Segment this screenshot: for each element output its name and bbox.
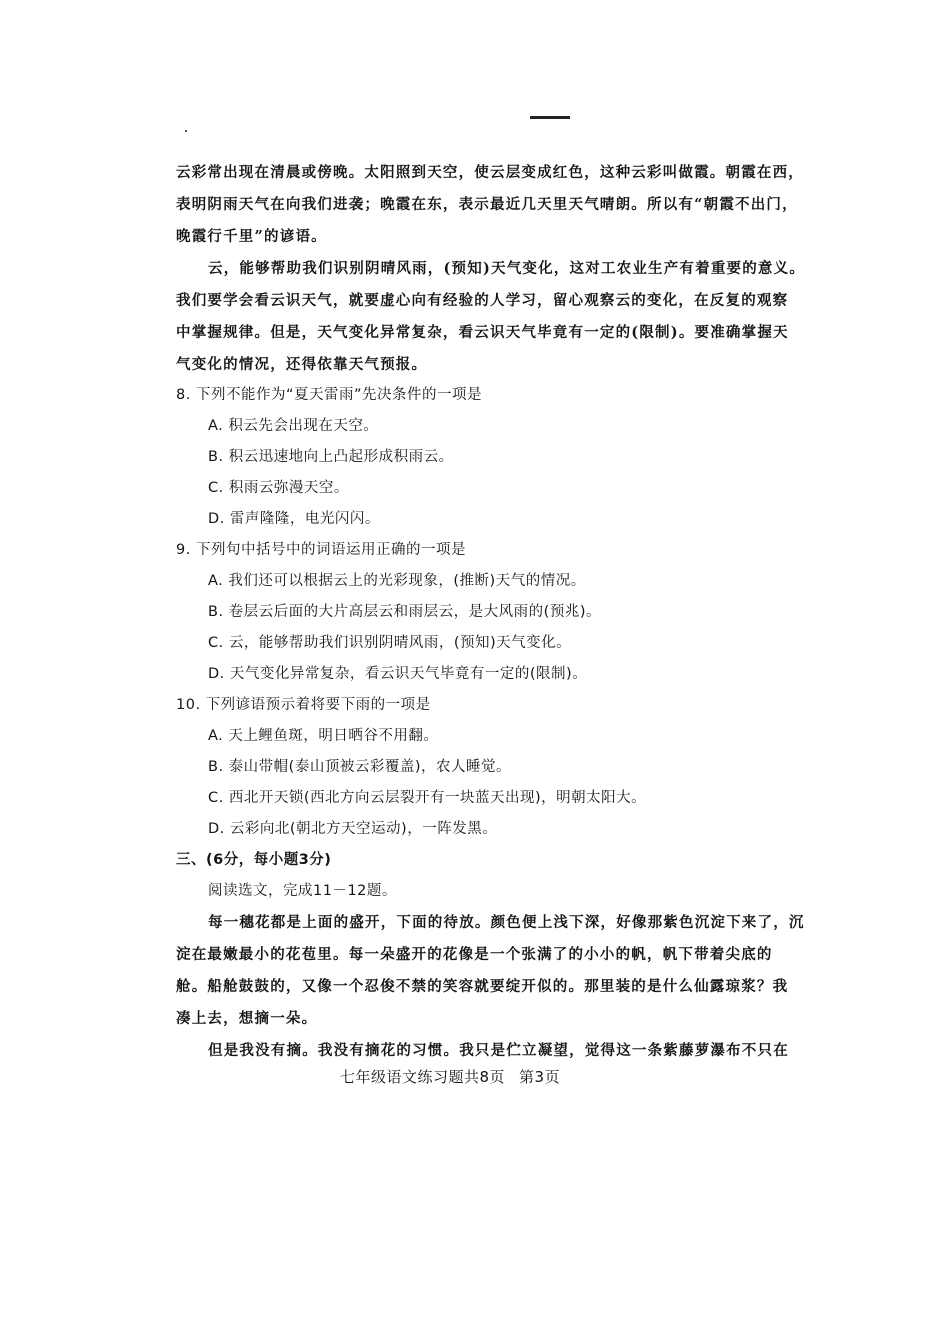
top-dash	[530, 116, 570, 119]
question-stem: 10. 下列谚语预示着将要下雨的一项是	[176, 697, 431, 713]
passage2-line: 舱。船舱鼓鼓的，又像一个忍俊不禁的笑容就要绽开似的。那里装的是什么仙露琼浆？我	[176, 978, 789, 995]
section-instruction: 阅读选文，完成11－12题。	[208, 883, 397, 899]
passage1-line: 气变化的情况，还得依靠天气预报。	[176, 356, 428, 373]
question-option: B. 泰山带帽(泰山顶被云彩覆盖)，农人睡觉。	[208, 759, 511, 775]
question-option: D. 云彩向北(朝北方天空运动)，一阵发黑。	[208, 821, 498, 837]
passage2-line: 每一穗花都是上面的盛开，下面的待放。颜色便上浅下深，好像那紫色沉淀下来了，沉	[208, 914, 805, 931]
page-footer	[340, 1066, 560, 1087]
question-stem: 8. 下列不能作为“夏天雷雨”先决条件的一项是	[176, 387, 482, 403]
question-option: C. 积雨云弥漫天空。	[208, 480, 349, 496]
question-option: A. 积云先会出现在天空。	[208, 418, 379, 434]
passage2-line: 淀在最嫩最小的花苞里。每一朵盛开的花像是一个张满了的小小的帆，帆下带着尖底的	[176, 946, 773, 963]
passage2-line: 但是我没有摘。我没有摘花的习惯。我只是伫立凝望，觉得这一条紫藤萝瀑布不只在	[208, 1042, 789, 1059]
footer-page-number: 第3页	[519, 1068, 561, 1086]
footer-title: 七年级语文练习题共8页	[340, 1068, 506, 1086]
passage2-line: 凑上去，想摘一朵。	[176, 1010, 318, 1027]
question-option: A. 天上鲤鱼斑，明日晒谷不用翻。	[208, 728, 439, 744]
passage1-line: 我们要学会看云识天气，就要虚心向有经验的人学习，留心观察云的变化，在反复的观察	[176, 292, 789, 309]
question-option: A. 我们还可以根据云上的光彩现象，(推断)天气的情况。	[208, 573, 586, 589]
passage1-line: 云彩常出现在清晨或傍晚。太阳照到天空，使云层变成红色，这种云彩叫做霞。朝霞在西，	[176, 164, 804, 181]
passage1-line: 表明阴雨天气在向我们进袭；晚霞在东，表示最近几天里天气晴朗。所以有“朝霞不出门，	[176, 196, 798, 213]
passage1-line: 晚霞行千里”的谚语。	[176, 228, 327, 245]
question-option: D. 雷声隆隆，电光闪闪。	[208, 511, 380, 527]
question-option: D. 天气变化异常复杂，看云识天气毕竟有一定的(限制)。	[208, 666, 588, 682]
passage1-line: 中掌握规律。但是，天气变化异常复杂，看云识天气毕竟有一定的(限制)。要准确掌握天	[176, 324, 789, 341]
question-option: C. 西北开天锁(西北方向云层裂开有一块蓝天出现)，明朝太阳大。	[208, 790, 647, 806]
scan-speck	[185, 130, 187, 132]
question-option: B. 积云迅速地向上凸起形成积雨云。	[208, 449, 454, 465]
question-option: C. 云，能够帮助我们识别阴晴风雨，(预知)天气变化。	[208, 635, 572, 651]
question-option: B. 卷层云后面的大片高层云和雨层云，是大风雨的(预兆)。	[208, 604, 601, 620]
question-stem: 9. 下列句中括号中的词语运用正确的一项是	[176, 542, 466, 558]
section-heading: 三、(6分，每小题3分)	[176, 852, 332, 868]
passage1-line: 云，能够帮助我们识别阴晴风雨，(预知)天气变化，这对工农业生产有着重要的意义。	[208, 260, 806, 277]
